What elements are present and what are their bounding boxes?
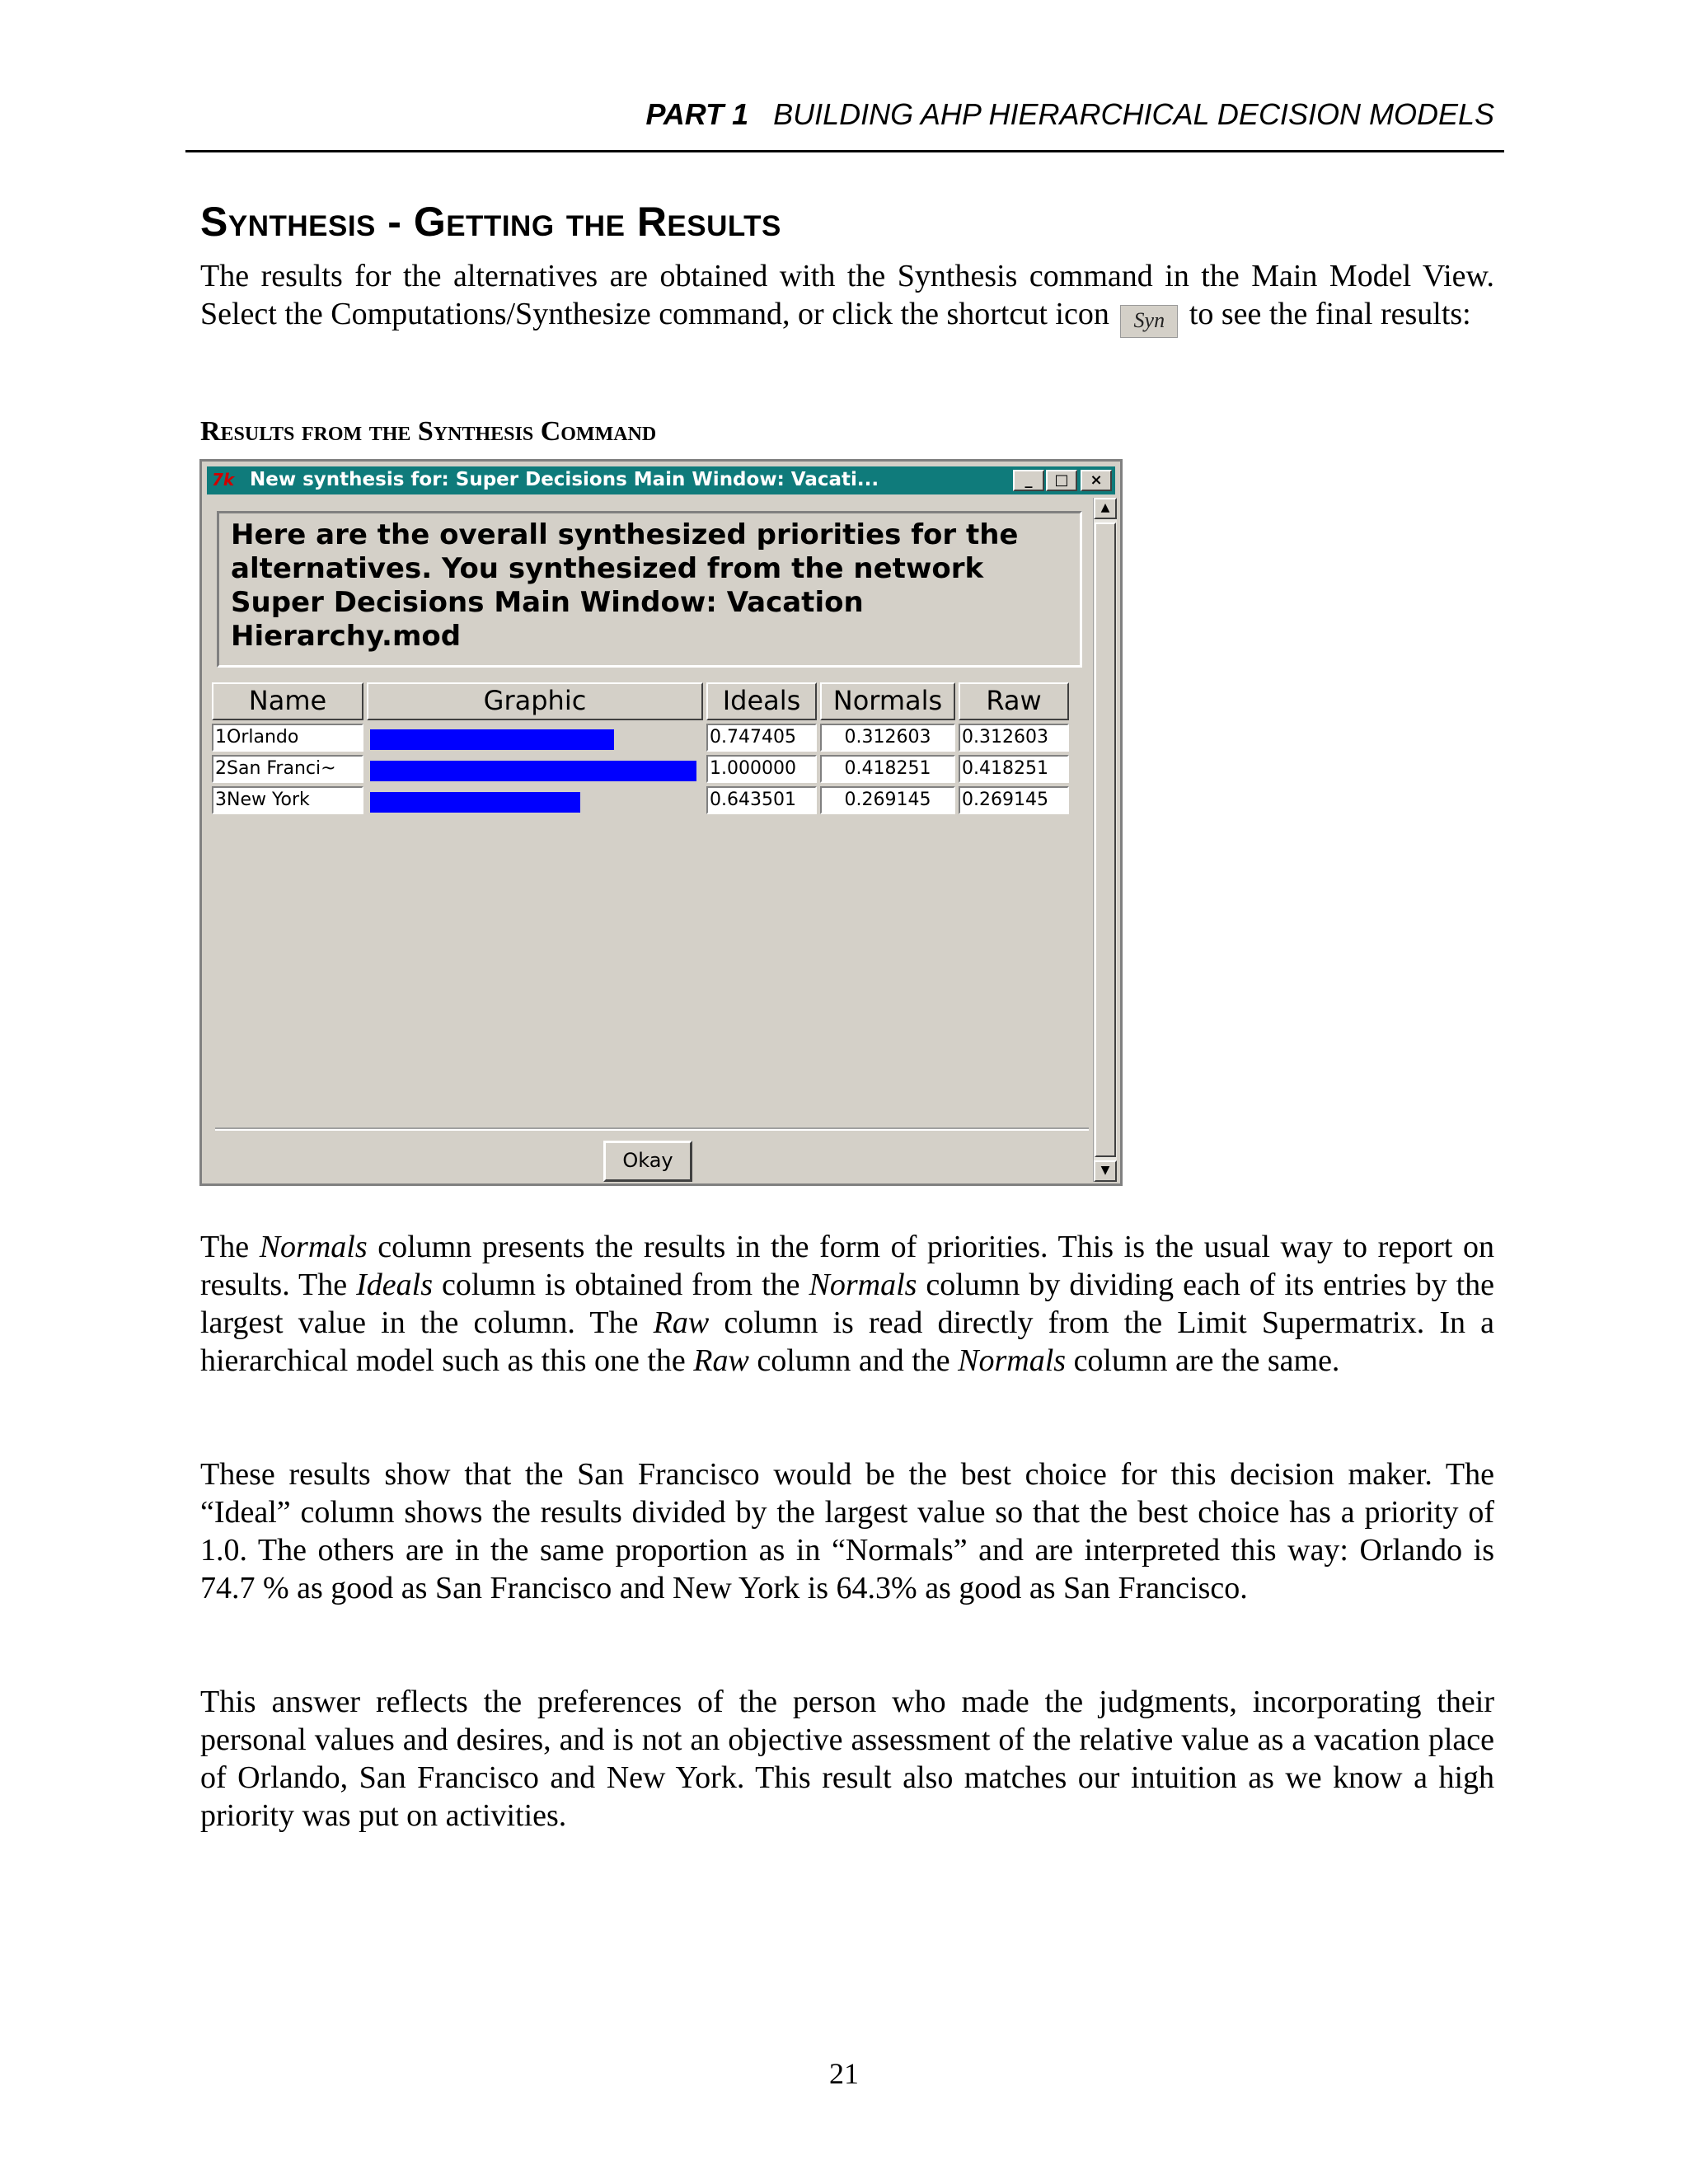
- row-3-name[interactable]: 3New York: [212, 786, 363, 814]
- p1-i: column is read directly from the Limit Supermatrix. In a hierarchical model such as this one the: [200, 1305, 1495, 1378]
- row-3-normal: 0.269145: [820, 786, 955, 814]
- row-2-bar: [370, 761, 696, 782]
- maximize-button[interactable]: □: [1046, 470, 1077, 491]
- window-title: New synthesis for: Super Decisions Main Window: Vacati...: [250, 469, 879, 490]
- row-1-graphic: [367, 724, 703, 752]
- intro-text-after: to see the final results:: [1189, 297, 1471, 331]
- row-1-ideal: 0.747405: [706, 724, 817, 752]
- p1-a: The: [200, 1230, 260, 1264]
- paragraph-conclusion: This answer reflects the preferences of the person who made the judgments, incorporating their personal values and desires, and is not an objective assessment of the relative value as a vacation place of Orlando, San Francisco and New York. This result also matches our intuition as we know a high priority was put on activities.: [200, 1685, 1494, 1833]
- synthesize-shortcut-icon: Syn: [1120, 305, 1178, 338]
- okay-button[interactable]: Okay: [603, 1141, 692, 1182]
- p1-g: column by dividing each of its entries by the largest value in the column. The: [200, 1268, 1494, 1340]
- window-divider: [215, 1127, 1089, 1131]
- row-3-raw: 0.269145: [959, 786, 1069, 814]
- intro-text-before: The results for the alternatives are obtained with the Synthesis command in the Main Model View. Select the Computations/Synthesize command, or click the shortcut icon: [200, 259, 1494, 331]
- synthesis-window: [199, 459, 1123, 1186]
- row-2-name[interactable]: 2San Franci~: [212, 755, 363, 783]
- vertical-scrollbar[interactable]: [1093, 498, 1117, 1182]
- p1-e: column is obtained from the: [433, 1268, 809, 1302]
- page-number: 21: [829, 2057, 859, 2090]
- paragraph-results: These results show that the San Francisco would be the best choice for this decision maker. The “Ideal” column shows the results divided by the largest value so that the best choice has a priority of 1.0. The others are in the same proportion as in “Normals” and are interpreted this way: Orlando is 74.7 % as good as San Francisco and New York is 64.3% as good as San Francisco.: [200, 1457, 1494, 1605]
- paragraph-normals: [200, 1228, 1494, 1380]
- row-3-graphic: [367, 786, 703, 814]
- scroll-down-icon[interactable]: ▼: [1094, 1160, 1117, 1182]
- row-1-name[interactable]: 1Orlando: [212, 724, 363, 752]
- header-part: PART 1: [645, 97, 749, 131]
- intro-paragraph: [200, 257, 1494, 338]
- scroll-up-icon[interactable]: ▲: [1094, 498, 1117, 519]
- row-2-normal: 0.418251: [820, 755, 955, 783]
- p1-l: Normals: [958, 1343, 1067, 1378]
- header-title: BUILDING AHP HIERARCHICAL DECISION MODELS: [773, 97, 1494, 131]
- results-table: [212, 682, 1077, 810]
- row-2-graphic: [367, 755, 703, 783]
- row-1-raw: 0.312603: [959, 724, 1069, 752]
- col-header-name[interactable]: Name: [212, 682, 363, 720]
- row-1-normal: 0.312603: [820, 724, 955, 752]
- scroll-thumb[interactable]: [1095, 523, 1116, 1157]
- header-text: [645, 97, 1494, 132]
- row-2-raw: 0.418251: [959, 755, 1069, 783]
- col-header-raw[interactable]: Raw: [959, 682, 1069, 720]
- col-header-graphic[interactable]: Graphic: [367, 682, 703, 720]
- window-titlebar[interactable]: [207, 466, 1115, 494]
- synthesis-message: Here are the overall synthesized priorities for the alternatives. You synthesized from the network Super Decisions Main Window: Vacation Hierarchy.mod: [217, 511, 1082, 668]
- row-3-ideal: 0.643501: [706, 786, 817, 814]
- close-button[interactable]: ×: [1081, 470, 1112, 491]
- row-2-ideal: 1.000000: [706, 755, 817, 783]
- page-header: [185, 97, 1504, 152]
- row-3-bar: [370, 792, 580, 813]
- row-1-bar: [370, 729, 614, 751]
- tk-logo-icon: 7k: [212, 470, 235, 490]
- section-title: Synthesis - Getting the Results: [200, 199, 781, 245]
- p1-j: Raw: [693, 1343, 749, 1378]
- p1-f: Normals: [809, 1268, 917, 1302]
- p1-c: column presents the results in the form of priorities. This is the usual way to report on results. The: [200, 1230, 1494, 1302]
- p1-m: column are the same.: [1066, 1343, 1340, 1378]
- figure-caption: Results from the Synthesis Command: [200, 416, 657, 447]
- col-header-ideals[interactable]: Ideals: [706, 682, 817, 720]
- col-header-normals[interactable]: Normals: [820, 682, 955, 720]
- p1-b: Normals: [259, 1230, 368, 1264]
- p1-d: Ideals: [356, 1268, 433, 1302]
- p1-k: column and the: [748, 1343, 959, 1378]
- minimize-button[interactable]: _: [1013, 470, 1044, 491]
- p1-h: Raw: [653, 1305, 710, 1340]
